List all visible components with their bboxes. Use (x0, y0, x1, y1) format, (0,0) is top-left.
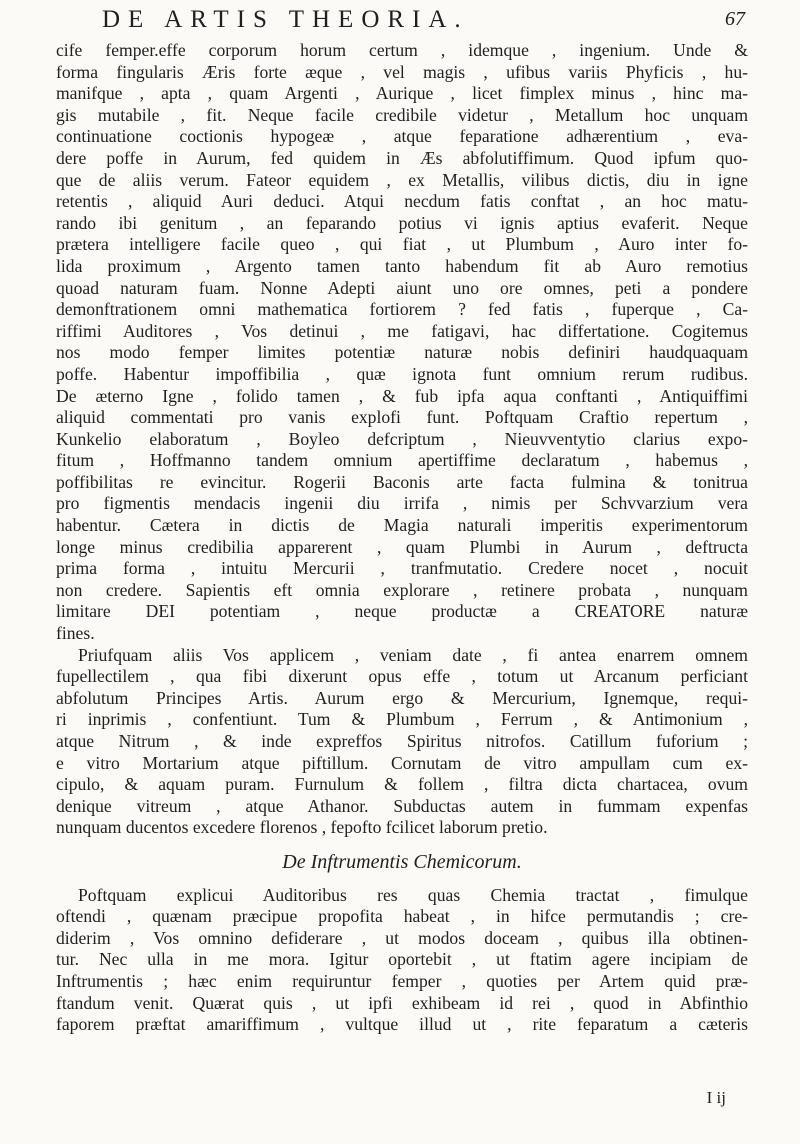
text-line: fines. (56, 623, 95, 644)
text-line: habentur. Cætera in dictis de Magia naturali imperitis experimentorum (56, 515, 748, 536)
text-line: cipulo, & aquam puram. Furnulum & follem , filtra dicta chartacea, ovum (56, 774, 748, 795)
text-line: fupellectilem , qua fibi dixerunt opus effe , totum ut Arcanum perficiant (56, 666, 748, 687)
paragraph-2 (56, 645, 748, 839)
text-line: cife femper.effe corporum horum certum , idemque , ingenium. Unde & (56, 40, 748, 60)
text-line: retentis , aliquid Auri deduci. Atqui necdum fatis conftat , an hoc matu- (56, 191, 748, 212)
text-line: manifque , apta , quam Argenti , Aurique , licet fimplex minus , hinc ma- (56, 83, 748, 104)
text-line: faporem præftat amariffimum , vultque illud ut , rite feparatum a cæteris (56, 1014, 748, 1035)
paragraph-3 (56, 885, 748, 1036)
text-line: De æterno Igne , folido tamen , & fub ipfa aqua conftanti , Antiquiffimi (56, 385, 748, 406)
text-line: poffibilitas re evincitur. Rogerii Baconis arte facta fulmina & tonitrua (56, 471, 748, 492)
text-line: longe minus credibilia apparerent , quam Plumbi in Aurum , deftructa (56, 536, 748, 557)
text-line: ri inprimis , confentiunt. Tum & Plumbum , Ferrum , & Antimonium , (56, 709, 748, 730)
text-line: Poftquam explicui Auditoribus res quas Chemia tractat , fimulque (78, 884, 748, 905)
text-line: Priufquam aliis Vos applicem , veniam date , fi antea enarrem omnem (78, 644, 748, 665)
page-number: 67 (725, 8, 745, 30)
text-line: riffimi Auditores , Vos detinui , me fatigavi, hac differtatione. Cogitemus (56, 320, 748, 341)
text-line: ftandum venit. Quærat quis , ut ipfi exhibeam id rei , quod in Abfinthio (56, 992, 748, 1013)
text-line: aliquid commentati pro vanis explofi funt. Poftquam Craftio repertum , (56, 407, 748, 428)
catchword: I ij (706, 1088, 726, 1107)
text-line: gis mutabile , fit. Neque facile credibile videtur , Metallum hoc unquam (56, 104, 748, 125)
text-line: forma fingularis Æris forte æque , vel magis , ufibus variis Phyficis , hu- (56, 61, 748, 82)
text-line: limitare DEI potentiam , neque productæ a CREATORE naturæ (56, 601, 748, 622)
text-line: Inftrumentis ; hæc enim requiruntur femper , quoties per Artem quid præ- (56, 970, 748, 991)
page-body (56, 40, 748, 1036)
text-line: rando ibi genitum , an feparando potius vi ignis aptius evaferit. Neque (56, 212, 748, 233)
text-line: oftendi , quænam præcipue propofita habeat , in hifce permutandis ; cre- (56, 906, 748, 927)
text-line: quoad naturam fuam. Nonne Adepti aiunt uno ore omnes, peti a pondere (56, 277, 748, 298)
text-line: denique vitreum , atque Athanor. Subductas autem in fummam expenfas (56, 795, 748, 816)
text-line: lida proximum , Argento tamen tanto habendum fit ab Auro remotius (56, 255, 748, 276)
text-line: dere poffe in Aurum, fed quidem in Æs abfolutiffimum. Quod ipfum quo- (56, 147, 748, 168)
running-title: DE ARTIS THEORIA. (102, 6, 469, 33)
text-line: nunquam ducentos excedere florenos , fepofto fcilicet laborum pretio. (56, 817, 548, 838)
text-line: prima forma , intuitu Mercurii , tranfmutatio. Credere nocet , nocuit (56, 558, 748, 579)
text-line: pro figmentis mendacis ingenii diu irrifa , nimis per Schvvarzium vera (56, 493, 748, 514)
text-line: diderim , Vos omnino defiderare , ut modos doceam , quibus illa obtinen- (56, 927, 748, 948)
text-line: tur. Nec ulla in me mora. Igitur oportebit , ut ftatim agere incipiam de (56, 949, 748, 970)
section-heading: De Inftrumentis Chemicorum. (282, 850, 522, 873)
text-line: prætera intelligere facile queo , qui fiat , ut Plumbum , Auro inter fo- (56, 234, 748, 255)
text-line: continuatione coctionis hypogeæ , atque feparatione adhærentium , eva- (56, 126, 748, 147)
text-line: e vitro Mortarium atque piftillum. Cornutam de vitro ampullam cum ex- (56, 752, 748, 773)
text-line: fitum , Hoffmanno tandem omnium apertiffime declaratum , habemus , (56, 450, 748, 471)
text-line: Kunkelio elaboratum , Boyleo defcriptum , Nieuvventytio clarius expo- (56, 428, 748, 449)
text-line: atque Nitrum , & inde expreffos Spiritus nitrofos. Catillum fuforium ; (56, 731, 748, 751)
running-head (60, 6, 745, 40)
text-line: poffe. Habentur impoffibilia , quæ ignota funt omnium rerum rudibus. (56, 363, 748, 384)
text-line: abfolutum Principes Artis. Aurum ergo & Mercurium, Ignemque, requi- (56, 687, 748, 708)
text-line: que de aliis verum. Fateor equidem , ex Metallis, vilibus dictis, diu in igne (56, 169, 748, 190)
text-line: nos modo femper limites potentiæ naturæ nobis definiri haudquaquam (56, 342, 748, 363)
text-line: non credere. Sapientis eft omnia explorare , retinere probata , nunquam (56, 579, 748, 600)
paragraph-1 (56, 40, 748, 645)
text-line: demonftrationem omni mathematica fortiorem ? fed fatis , fuperque , Ca- (56, 299, 748, 320)
